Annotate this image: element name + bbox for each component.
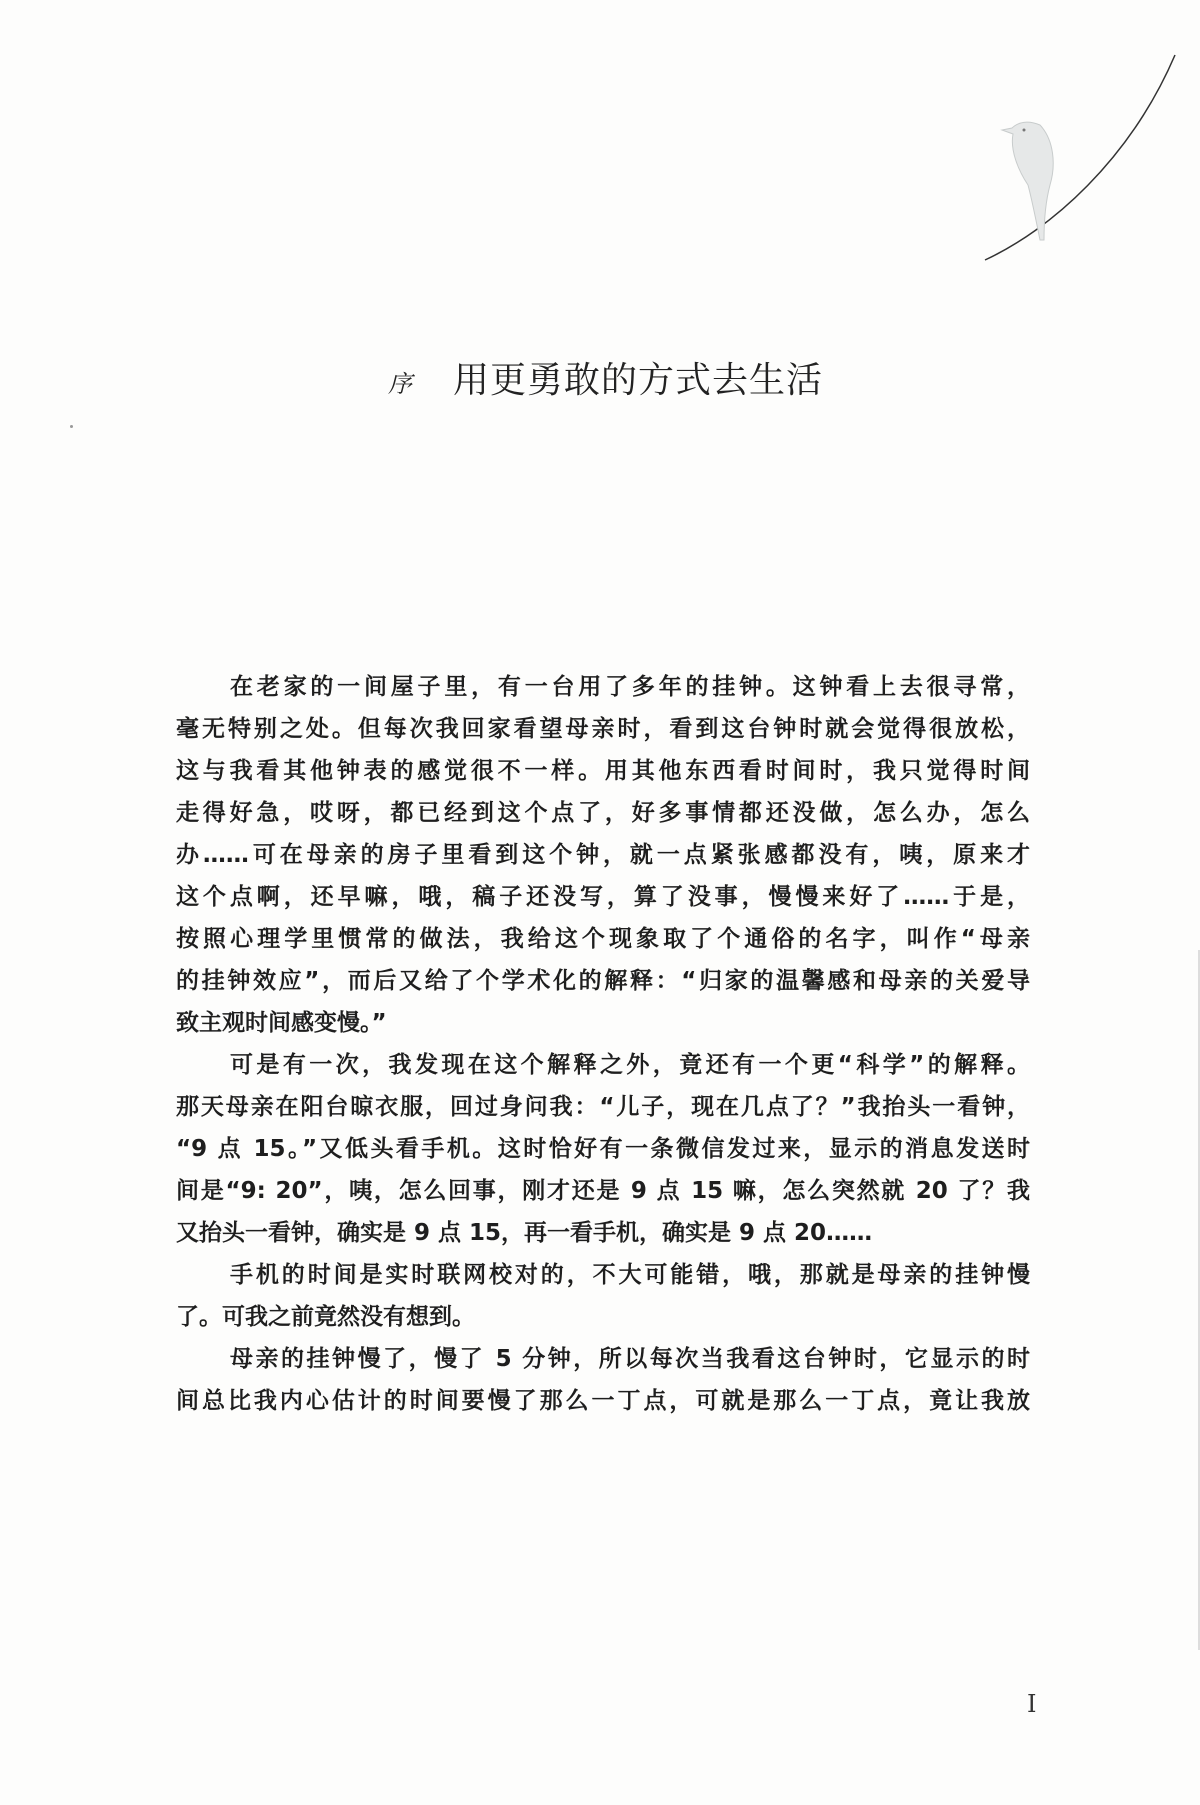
text-line: 那天母亲在阳台晾衣服，回过身问我：“儿子，现在几点了？”我抬头一看钟，: [176, 1094, 1030, 1120]
chapter-heading: [380, 352, 840, 402]
chapter-prefix: 序: [388, 370, 412, 398]
text-line: 走得好急，哎呀，都已经到这个点了，好多事情都还没做，怎么办，怎么: [176, 800, 1030, 826]
text-line: 间是“9: 20”，咦，怎么回事，刚才还是 9 点 15 嘛，怎么突然就 20 了？我: [176, 1178, 1030, 1204]
text-line: 在老家的一间屋子里，有一台用了多年的挂钟。这钟看上去很寻常，: [230, 674, 1030, 700]
bird-on-branch-illustration: [980, 50, 1180, 274]
chapter-title: 用更勇敢的方式去生活: [453, 360, 824, 401]
text-line: 手机的时间是实时联网校对的，不大可能错，哦，那就是母亲的挂钟慢: [230, 1262, 1030, 1288]
text-line: 这与我看其他钟表的感觉很不一样。用其他东西看时间时，我只觉得时间: [176, 758, 1030, 784]
text-line: 可是有一次，我发现在这个解释之外，竟还有一个更“科学”的解释。: [230, 1052, 1030, 1078]
text-line: 了。可我之前竟然没有想到。: [176, 1304, 475, 1330]
paragraph: [176, 1254, 1030, 1338]
text-line: 办……可在母亲的房子里看到这个钟，就一点紧张感都没有，咦，原来才: [176, 842, 1030, 868]
text-line: 按照心理学里惯常的做法，我给这个现象取了个通俗的名字，叫作“母亲: [176, 926, 1030, 952]
page-number: I: [1027, 1690, 1037, 1718]
text-line: 这个点啊，还早嘛，哦，稿子还没写，算了没事，慢慢来好了……于是，: [176, 884, 1030, 910]
text-line: 母亲的挂钟慢了，慢了 5 分钟，所以每次当我看这台钟时，它显示的时: [230, 1346, 1030, 1372]
text-line: 的挂钟效应”，而后又给了个学术化的解释：“归家的温馨感和母亲的关爱导: [176, 968, 1030, 994]
text-line: 间总比我内心估计的时间要慢了那么一丁点，可就是那么一丁点，竟让我放: [176, 1388, 1030, 1414]
text-line: 毫无特别之处。但每次我回家看望母亲时，看到这台钟时就会觉得很放松，: [176, 716, 1030, 742]
text-line: “9 点 15。”又低头看手机。这时恰好有一条微信发过来，显示的消息发送时: [176, 1136, 1030, 1162]
text-line: 又抬头一看钟，确实是 9 点 15，再一看手机，确实是 9 点 20……: [176, 1220, 873, 1246]
text-line: 致主观时间感变慢。”: [176, 1010, 387, 1036]
paragraph: [176, 1338, 1030, 1422]
scan-speck: [70, 425, 73, 428]
paragraph: [176, 1044, 1030, 1254]
body-text: [176, 666, 1030, 1422]
paragraph: [176, 666, 1030, 1044]
